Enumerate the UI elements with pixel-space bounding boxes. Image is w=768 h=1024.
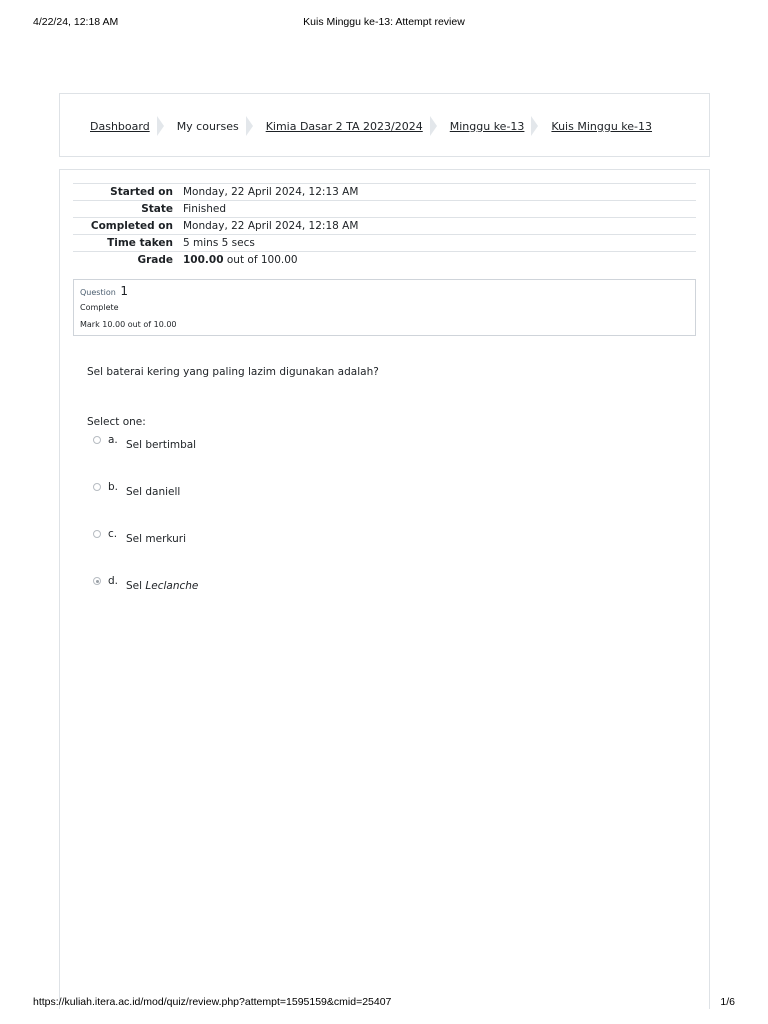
completed-on-label: Completed on (73, 218, 183, 235)
question-number (80, 284, 128, 298)
question-text: Sel baterai kering yang paling lazim digunakan adalah? (87, 366, 379, 378)
print-footer (33, 996, 735, 1010)
summary-row-started (73, 184, 696, 201)
breadcrumb-container (59, 93, 710, 157)
breadcrumb-separator-icon (430, 116, 437, 136)
answer-letter: d. (108, 575, 119, 587)
print-title: Kuis Minggu ke-13: Attempt review (303, 16, 465, 28)
summary-row-time (73, 235, 696, 252)
answer-letter: b. (108, 481, 119, 493)
answer-text: Sel merkuri (126, 533, 187, 545)
summary-row-completed (73, 218, 696, 235)
grade-suffix: out of 100.00 (226, 254, 298, 266)
print-datetime: 4/22/24, 12:18 AM (33, 16, 119, 28)
breadcrumb-separator-icon (531, 116, 538, 136)
answer-text-emphasis: Leclanche (145, 580, 199, 592)
question-label: Question (80, 288, 116, 297)
answer-text: Sel bertimbal (126, 439, 197, 451)
radio-button-selected[interactable] (93, 577, 101, 585)
answer-option-c[interactable] (93, 528, 393, 548)
summary-row-state (73, 201, 696, 218)
print-url: https://kuliah.itera.ac.id/mod/quiz/review.php?attempt=1595159&cmid=25407 (33, 996, 392, 1008)
breadcrumb-separator-icon (157, 116, 164, 136)
started-on-value: Monday, 22 April 2024, 12:13 AM (183, 184, 696, 201)
answer-letter: c. (108, 528, 118, 540)
state-value: Finished (183, 201, 696, 218)
breadcrumb-dashboard[interactable]: Dashboard (90, 119, 150, 133)
grade-score: 100.00 (183, 254, 224, 266)
grade-label: Grade (73, 252, 183, 269)
breadcrumb-quiz[interactable]: Kuis Minggu ke-13 (551, 119, 653, 133)
answer-text (126, 580, 198, 592)
question-mark: Mark 10.00 out of 10.00 (80, 320, 177, 329)
state-label: State (73, 201, 183, 218)
question-state: Complete (80, 303, 119, 312)
time-taken-value: 5 mins 5 secs (183, 235, 696, 252)
attempt-summary-table (73, 183, 696, 268)
select-one-prompt: Select one: (87, 416, 146, 428)
time-taken-label: Time taken (73, 235, 183, 252)
summary-row-grade (73, 252, 696, 269)
answer-option-b[interactable] (93, 481, 393, 501)
radio-button[interactable] (93, 436, 101, 444)
answer-text: Sel daniell (126, 486, 181, 498)
answer-text-prefix: Sel (126, 580, 143, 592)
answer-option-d[interactable] (93, 575, 393, 595)
completed-on-value: Monday, 22 April 2024, 12:18 AM (183, 218, 696, 235)
breadcrumb-my-courses: My courses (176, 119, 239, 133)
breadcrumb-course[interactable]: Kimia Dasar 2 TA 2023/2024 (265, 119, 423, 133)
breadcrumb-separator-icon (246, 116, 253, 136)
grade-value (183, 252, 696, 269)
print-page-number: 1/6 (720, 996, 735, 1008)
breadcrumb (90, 117, 652, 135)
radio-button[interactable] (93, 483, 101, 491)
breadcrumb-week[interactable]: Minggu ke-13 (449, 119, 525, 133)
started-on-label: Started on (73, 184, 183, 201)
question-info-box (73, 279, 696, 336)
print-header (33, 16, 735, 30)
answer-letter: a. (108, 434, 118, 446)
main-region (59, 169, 710, 1009)
answer-option-a[interactable] (93, 434, 393, 454)
radio-button[interactable] (93, 530, 101, 538)
question-number-value: 1 (120, 284, 128, 298)
